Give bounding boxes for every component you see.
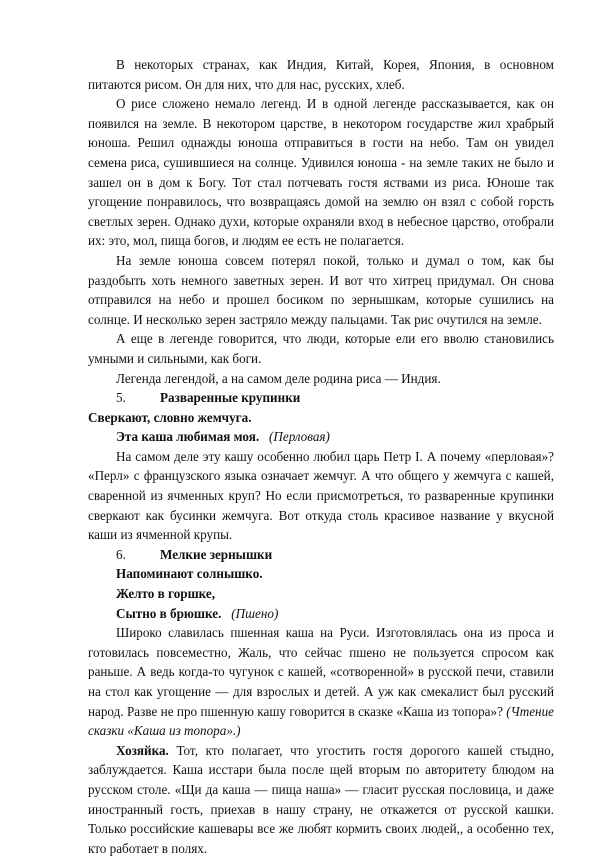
- riddle-5-first-line: [88, 388, 554, 408]
- riddle-5-answer: (Перловая): [269, 429, 330, 445]
- riddle-5-line-3: Эта каша любимая моя.: [116, 429, 260, 445]
- paragraph-pearl-barley: На самом деле эту кашу особенно любил царь Петр I. А почему «перловая»? «Перл» с французского языка означает жемчуг. А что общего у жемчуга с кашей, сваренной из ячменных круп? Но если присмотреться, то разваренные крупинки сверкают как бусинки жемчуга. Вот откуда столь красивое название у вкусной каши из ячменной крупы.: [88, 448, 554, 543]
- riddle-6-line-2: Напоминают солнышко.: [116, 566, 263, 582]
- paragraph-millet-porridge: [88, 623, 554, 741]
- riddle-6-line-4: Сытно в брюшке.: [116, 605, 222, 621]
- millet-paragraph-text: Широко славилась пшенная каша на Руси. Изготовлялась она из проса и готовилась повсеместно, Жаль, что сейчас пшено не пользуется спросом как раньше. А ведь когда-то чугунок с кашей, «сотворенной» в русской печи, ставили на стол как угощение — для взрослых и детей. А уж как смекалист был русский народ. Разве не про пшенную кашу говорится в сказке «Каша из топора»?: [88, 625, 554, 719]
- paragraph-rice-legend: О рисе сложено немало легенд. И в одной легенде рассказывается, как он появился на земле. В некотором царстве, в некотором государстве жил храбрый юноша. Решил однажды юноша отправиться в гости на небо. Там он увидел семена риса, сушившиеся на солнце. Удивился юноша - на земле таких не было и зашел он в дом к Богу. Тот стал потчевать гостя яствами из риса. Юноше так угощение понравилось, что возвращаясь домой на землю он взял с собой горсть светлых зерен. Однако духи, которые охраняли вход в небесное царство, отобрали их: это, мол, пища богов, и людям ее есть не полагается.: [88, 96, 554, 249]
- fairy-tale-reading-note: (Чтение сказки «Каша из топора».): [88, 703, 554, 739]
- riddle-6-answer: (Пшено): [231, 605, 279, 621]
- hostess-speaker-label: Хозяйка.: [116, 742, 169, 758]
- riddle-5-number: 5.: [116, 390, 126, 406]
- hostess-speech-text: Тот, кто полагает, что угостить гостя дорогого кашей стыдно, заблуждается. Каша исстари была после щей вторым по авторитету блюдом на русском столе. «Щи да каша — пища наша» — гласит русская пословица, и даже иностранный гость, приехав в нашу страну, не откажется от русской кашки. Только российские кашевары все же любят кормить своих людей,, а особенно тех, кто работает в полях.: [88, 742, 554, 856]
- paragraph-hostess: [88, 741, 554, 858]
- riddle-6-last-line: [88, 604, 554, 624]
- riddle-6-first-line: [88, 545, 554, 565]
- riddle-6-line-1: Мелкие зернышки: [160, 546, 273, 562]
- riddle-6-number: 6.: [116, 546, 126, 562]
- paragraph-rice-homeland: Легенда легендой, а на самом деле родина риса — Индия.: [116, 370, 441, 386]
- paragraph-legend-strength: А еще в легенде говорится, что люди, которые ели его вволю становились умными и сильными, как боги.: [88, 331, 554, 366]
- riddle-5-last-line: [88, 427, 554, 447]
- document-page: [88, 55, 554, 858]
- riddle-5-line-1: Разваренные крупинки: [160, 390, 301, 406]
- riddle-5-line-2: Сверкают, словно жемчуга.: [88, 409, 252, 425]
- paragraph-youth-returns: На земле юноша совсем потерял покой, только и думал о том, как бы раздобыть хоть немного заветных зерен. И вот что хитрец придумал. Он снова отправился на небо и прошел босиком по зернышкам, которые сушились на солнце. И несколько зерен застряло между пальцами. Так рис очутился на земле.: [88, 252, 554, 327]
- paragraph-rice-countries: В некоторых странах, как Индия, Китай, Корея, Япония, в основном питаются рисом. Он для них, что для нас, русских, хлеб.: [88, 57, 554, 92]
- riddle-6-line-3: Желто в горшке,: [116, 586, 216, 602]
